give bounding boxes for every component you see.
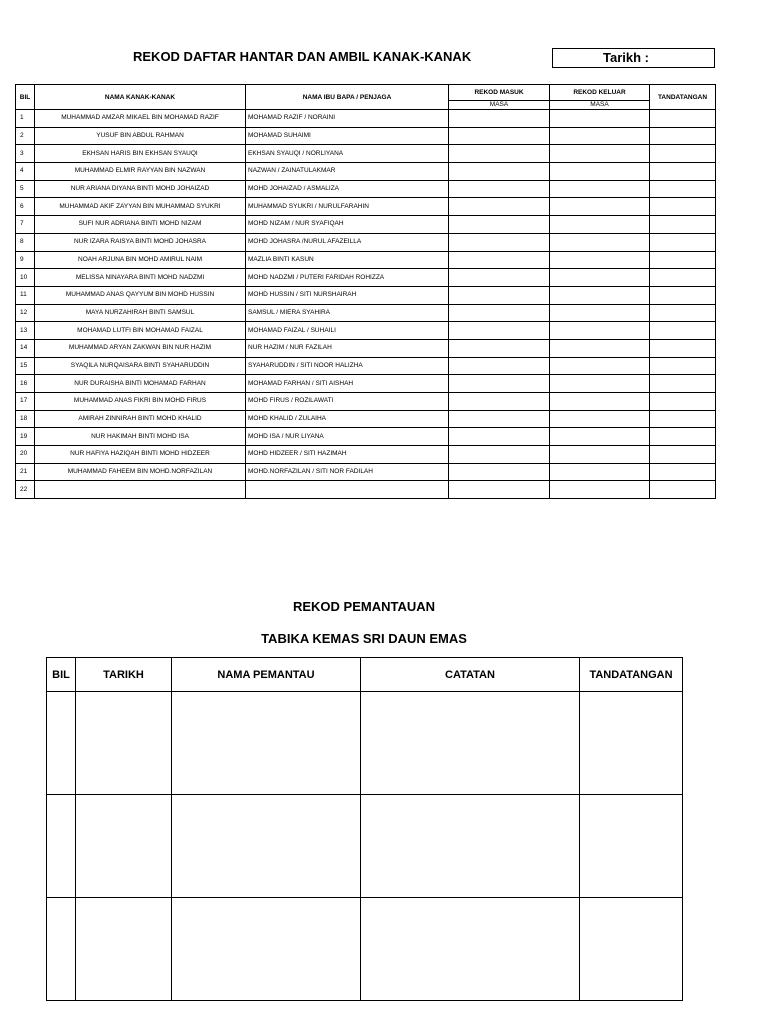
time-in-cell[interactable]	[449, 446, 550, 464]
child-name-cell: NUR HAFIYA HAZIQAH BINTI MOHD HIDZEER	[35, 446, 246, 464]
time-in-cell[interactable]	[449, 269, 550, 287]
child-name-cell: MUHAMMAD AKIF ZAYYAN BIN MUHAMMAD SYUKRI	[35, 198, 246, 216]
signature-cell[interactable]	[650, 446, 716, 464]
row-number: 8	[16, 233, 35, 251]
signature-cell[interactable]	[650, 269, 716, 287]
time-in-cell[interactable]	[449, 163, 550, 181]
row-number: 5	[16, 180, 35, 198]
parent-name-cell: MOHD KHALID / ZULAIHA	[246, 410, 449, 428]
table-row	[16, 322, 716, 340]
parent-name-cell: MOHD FIRUS / ROZILAWATI	[246, 393, 449, 411]
child-name-cell: SUFI NUR ADRIANA BINTI MOHD NIZAM	[35, 216, 246, 234]
child-name-cell: NUR HAKIMAH BINTI MOHD ISA	[35, 428, 246, 446]
mon-col-monitor: NAMA PEMANTAU	[172, 658, 361, 692]
signature-cell[interactable]	[650, 145, 716, 163]
parent-name-cell: MOHD HIDZEER / SITI HAZIMAH	[246, 446, 449, 464]
date-box[interactable]	[552, 48, 715, 68]
parent-name-cell: MAZLIA BINTI KASUN	[246, 251, 449, 269]
mon-bil-cell[interactable]	[47, 692, 76, 795]
row-number: 6	[16, 198, 35, 216]
row-number: 22	[16, 481, 35, 499]
parent-name-cell: MOHD JOHASRA /NURUL AFAZEILLA	[246, 233, 449, 251]
signature-cell[interactable]	[650, 127, 716, 145]
row-number: 1	[16, 110, 35, 128]
table-row	[16, 463, 716, 481]
table-row	[16, 286, 716, 304]
parent-name-cell: MUHAMMAD SYUKRI / NURULFARAHIN	[246, 198, 449, 216]
child-name-cell: AMIRAH ZINNIRAH BINTI MOHD KHALID	[35, 410, 246, 428]
time-out-cell[interactable]	[550, 446, 650, 464]
time-in-cell[interactable]	[449, 216, 550, 234]
col-parent-name: NAMA IBU BAPA / PENJAGA	[246, 85, 449, 110]
child-name-cell: MUHAMMAD ARYAN ZAKWAN BIN NUR HAZIM	[35, 339, 246, 357]
signature-cell[interactable]	[650, 322, 716, 340]
mon-date-cell[interactable]	[76, 795, 172, 898]
time-in-cell[interactable]	[449, 127, 550, 145]
col-bil: BIL	[16, 85, 35, 110]
row-number: 12	[16, 304, 35, 322]
time-out-cell[interactable]	[550, 339, 650, 357]
signature-cell[interactable]	[650, 110, 716, 128]
row-number: 13	[16, 322, 35, 340]
time-in-cell[interactable]	[449, 481, 550, 499]
table-row	[16, 127, 716, 145]
time-in-cell[interactable]	[449, 198, 550, 216]
child-name-cell: MUHAMMAD FAHEEM BIN MOHD.NORFAZILAN	[35, 463, 246, 481]
mon-notes-cell[interactable]	[361, 898, 580, 1001]
signature-cell[interactable]	[650, 233, 716, 251]
signature-cell[interactable]	[650, 410, 716, 428]
row-number: 15	[16, 357, 35, 375]
mon-col-notes: CATATAN	[361, 658, 580, 692]
table-row	[16, 357, 716, 375]
monitoring-row	[47, 692, 683, 795]
table-row	[16, 428, 716, 446]
parent-name-cell: SAMSUL / MIERA SYAHIRA	[246, 304, 449, 322]
child-name-cell: MUHAMMAD ELMIR RAYYAN BIN NAZWAN	[35, 163, 246, 181]
table-row	[16, 304, 716, 322]
col-out-time: MASA	[550, 101, 650, 110]
register-table	[15, 84, 716, 499]
time-out-cell[interactable]	[550, 110, 650, 128]
table-row	[16, 233, 716, 251]
time-in-cell[interactable]	[449, 339, 550, 357]
register-title: REKOD DAFTAR HANTAR DAN AMBIL KANAK-KANAK	[133, 49, 472, 64]
time-in-cell[interactable]	[449, 251, 550, 269]
signature-cell[interactable]	[650, 251, 716, 269]
parent-name-cell: NAZWAN / ZAINATULAKMAR	[246, 163, 449, 181]
row-number: 16	[16, 375, 35, 393]
time-in-cell[interactable]	[449, 410, 550, 428]
col-in-time: MASA	[449, 101, 550, 110]
time-in-cell[interactable]	[449, 375, 550, 393]
time-out-cell[interactable]	[550, 428, 650, 446]
col-signature: TANDATANGAN	[650, 85, 716, 110]
mon-signature-cell[interactable]	[580, 898, 683, 1001]
child-name-cell	[35, 481, 246, 499]
parent-name-cell: MOHAMAD FARHAN / SITI AISHAH	[246, 375, 449, 393]
table-row	[16, 410, 716, 428]
time-in-cell[interactable]	[449, 428, 550, 446]
time-in-cell[interactable]	[449, 357, 550, 375]
monitoring-row	[47, 795, 683, 898]
table-row	[16, 339, 716, 357]
table-row	[16, 375, 716, 393]
time-out-cell[interactable]	[550, 286, 650, 304]
parent-name-cell: MOHD HUSSIN / SITI NURSHAIRAH	[246, 286, 449, 304]
col-in-record: REKOD MASUK	[449, 85, 550, 101]
time-in-cell[interactable]	[449, 286, 550, 304]
mon-monitor-cell[interactable]	[172, 795, 361, 898]
time-in-cell[interactable]	[449, 180, 550, 198]
mon-monitor-cell[interactable]	[172, 692, 361, 795]
time-in-cell[interactable]	[449, 393, 550, 411]
child-name-cell: MUHAMMAD ANAS QAYYUM BIN MOHD HUSSIN	[35, 286, 246, 304]
child-name-cell: YUSUF BIN ABDUL RAHMAN	[35, 127, 246, 145]
row-number: 3	[16, 145, 35, 163]
child-name-cell: NUR IZARA RAISYA BINTI MOHD JOHASRA	[35, 233, 246, 251]
mon-date-cell[interactable]	[76, 692, 172, 795]
parent-name-cell: EKHSAN SYAUQI / NORLIYANA	[246, 145, 449, 163]
mon-signature-cell[interactable]	[580, 692, 683, 795]
table-row	[16, 481, 716, 499]
time-in-cell[interactable]	[449, 110, 550, 128]
row-number: 4	[16, 163, 35, 181]
signature-cell[interactable]	[650, 163, 716, 181]
row-number: 7	[16, 216, 35, 234]
parent-name-cell: MOHAMAD RAZIF / NORAINI	[246, 110, 449, 128]
parent-name-cell: MOHD.NORFAZILAN / SITI NOR FADILAH	[246, 463, 449, 481]
parent-name-cell: SYAHARUDDIN / SITI NOOR HALIZHA	[246, 357, 449, 375]
signature-cell[interactable]	[650, 357, 716, 375]
table-row	[16, 198, 716, 216]
parent-name-cell: MOHD NADZMI / PUTERI FARIDAH ROHIZZA	[246, 269, 449, 287]
time-in-cell[interactable]	[449, 233, 550, 251]
time-out-cell[interactable]	[550, 180, 650, 198]
mon-col-signature: TANDATANGAN	[580, 658, 683, 692]
row-number: 19	[16, 428, 35, 446]
row-number: 17	[16, 393, 35, 411]
row-number: 10	[16, 269, 35, 287]
signature-cell[interactable]	[650, 304, 716, 322]
parent-name-cell: MOHD JOHAIZAD / ASMALIZA	[246, 180, 449, 198]
col-child-name: NAMA KANAK-KANAK	[35, 85, 246, 110]
signature-cell[interactable]	[650, 375, 716, 393]
child-name-cell: NUR ARIANA DIYANA BINTI MOHD JOHAIZAD	[35, 180, 246, 198]
table-row	[16, 251, 716, 269]
time-out-cell[interactable]	[550, 393, 650, 411]
signature-cell[interactable]	[650, 216, 716, 234]
child-name-cell: MELISSA NINAYARA BINTI MOHD NADZMI	[35, 269, 246, 287]
time-out-cell[interactable]	[550, 357, 650, 375]
mon-col-bil: BIL	[47, 658, 76, 692]
table-row	[16, 269, 716, 287]
col-out-record: REKOD KELUAR	[550, 85, 650, 101]
time-out-cell[interactable]	[550, 304, 650, 322]
time-out-cell[interactable]	[550, 198, 650, 216]
signature-cell[interactable]	[650, 339, 716, 357]
mon-col-date: TARIKH	[76, 658, 172, 692]
parent-name-cell: MOHD NIZAM / NUR SYAFIQAH	[246, 216, 449, 234]
time-out-cell[interactable]	[550, 216, 650, 234]
child-name-cell: NOAH ARJUNA BIN MOHD AMIRUL NAIM	[35, 251, 246, 269]
table-row	[16, 110, 716, 128]
monitoring-row	[47, 898, 683, 1001]
row-number: 21	[16, 463, 35, 481]
mon-monitor-cell[interactable]	[172, 898, 361, 1001]
parent-name-cell: MOHD ISA / NUR LIYANA	[246, 428, 449, 446]
date-label: Tarikh :	[603, 50, 649, 65]
parent-name-cell: MOHAMAD FAIZAL / SUHAILI	[246, 322, 449, 340]
table-row	[16, 180, 716, 198]
time-in-cell[interactable]	[449, 304, 550, 322]
time-out-cell[interactable]	[550, 463, 650, 481]
parent-name-cell	[246, 481, 449, 499]
time-out-cell[interactable]	[550, 251, 650, 269]
row-number: 9	[16, 251, 35, 269]
mon-signature-cell[interactable]	[580, 795, 683, 898]
signature-cell[interactable]	[650, 463, 716, 481]
row-number: 18	[16, 410, 35, 428]
signature-cell[interactable]	[650, 198, 716, 216]
time-out-cell[interactable]	[550, 410, 650, 428]
time-out-cell[interactable]	[550, 127, 650, 145]
time-in-cell[interactable]	[449, 463, 550, 481]
mon-bil-cell[interactable]	[47, 795, 76, 898]
row-number: 11	[16, 286, 35, 304]
child-name-cell: MUHAMMAD ANAS FIKRI BIN MOHD FIRUS	[35, 393, 246, 411]
time-out-cell[interactable]	[550, 163, 650, 181]
child-name-cell: MAYA NURZAHIRAH BINTI SAMSUL	[35, 304, 246, 322]
mon-notes-cell[interactable]	[361, 795, 580, 898]
monitoring-table	[46, 657, 683, 1001]
time-out-cell[interactable]	[550, 233, 650, 251]
time-in-cell[interactable]	[449, 145, 550, 163]
time-out-cell[interactable]	[550, 375, 650, 393]
time-out-cell[interactable]	[550, 269, 650, 287]
mon-notes-cell[interactable]	[361, 692, 580, 795]
child-name-cell: SYAQILA NURQAISARA BINTI SYAHARUDDIN	[35, 357, 246, 375]
table-row	[16, 216, 716, 234]
table-row	[16, 145, 716, 163]
time-in-cell[interactable]	[449, 322, 550, 340]
time-out-cell[interactable]	[550, 322, 650, 340]
parent-name-cell: MOHAMAD SUHAIMI	[246, 127, 449, 145]
table-row	[16, 163, 716, 181]
mon-bil-cell[interactable]	[47, 898, 76, 1001]
signature-cell[interactable]	[650, 393, 716, 411]
time-out-cell[interactable]	[550, 145, 650, 163]
monitoring-subtitle: TABIKA KEMAS SRI DAUN EMAS	[261, 631, 467, 646]
signature-cell[interactable]	[650, 481, 716, 499]
time-out-cell[interactable]	[550, 481, 650, 499]
child-name-cell: EKHSAN HARIS BIN EKHSAN SYAUQI	[35, 145, 246, 163]
child-name-cell: NUR DURAISHA BINTI MOHAMAD FARHAN	[35, 375, 246, 393]
table-row	[16, 393, 716, 411]
parent-name-cell: NUR HAZIM / NUR FAZILAH	[246, 339, 449, 357]
signature-cell[interactable]	[650, 180, 716, 198]
signature-cell[interactable]	[650, 286, 716, 304]
monitoring-body	[47, 692, 683, 1001]
child-name-cell: MUHAMMAD AMZAR MIKAEL BIN MOHAMAD RAZIF	[35, 110, 246, 128]
signature-cell[interactable]	[650, 428, 716, 446]
row-number: 2	[16, 127, 35, 145]
register-body	[16, 110, 716, 499]
table-row	[16, 446, 716, 464]
child-name-cell: MOHAMAD LUTFI BIN MOHAMAD FAIZAL	[35, 322, 246, 340]
row-number: 14	[16, 339, 35, 357]
monitoring-title: REKOD PEMANTAUAN	[292, 599, 436, 614]
row-number: 20	[16, 446, 35, 464]
mon-date-cell[interactable]	[76, 898, 172, 1001]
